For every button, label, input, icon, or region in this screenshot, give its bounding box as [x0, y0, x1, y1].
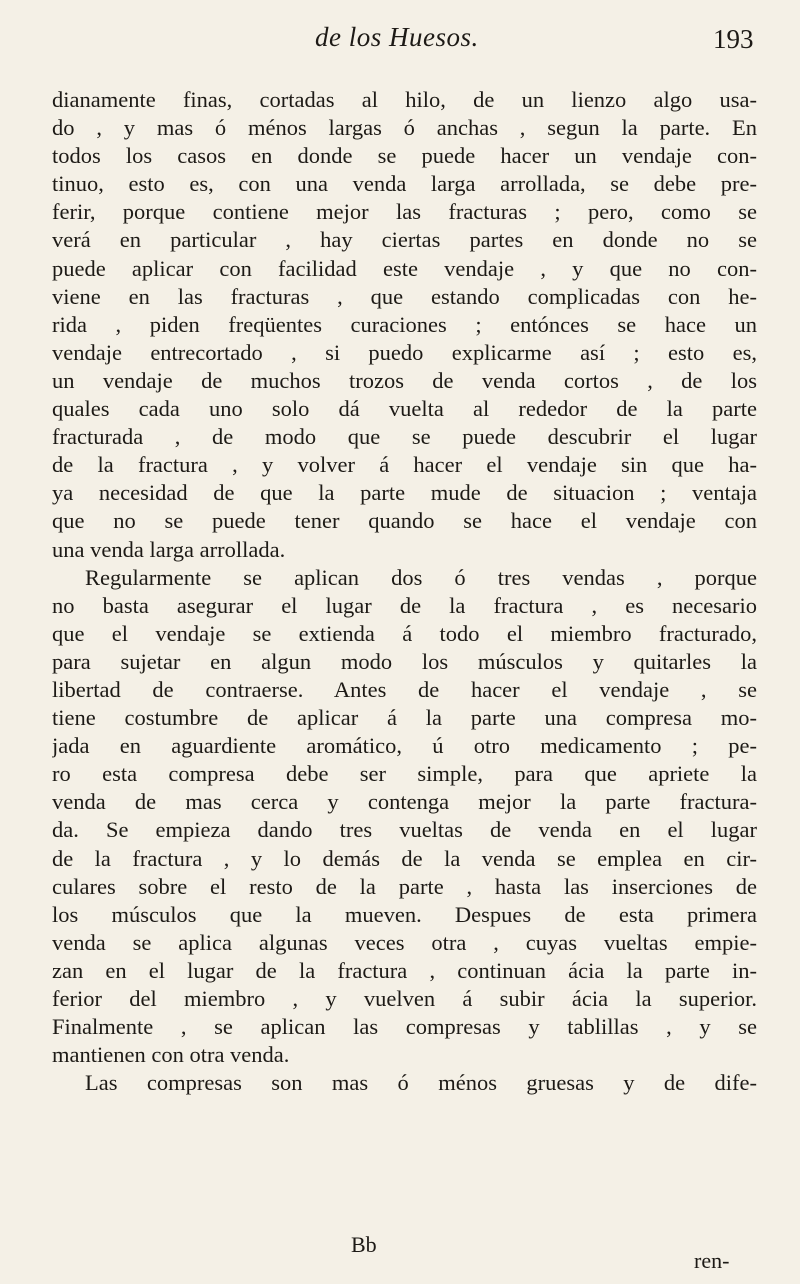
- text-line: vendaje entrecortado , si puedo explicarme así ; esto es,: [52, 339, 757, 365]
- text-line: una venda larga arrollada.: [52, 536, 286, 562]
- text-line: Finalmente , se aplican las compresas y tablillas , y se: [52, 1014, 757, 1040]
- text-line: ferior del miembro , y vuelven á subir ácia la superior.: [52, 986, 757, 1011]
- page-number: 193: [713, 24, 754, 54]
- text-line: da. Se empieza dando tres vueltas de venda en el lugar: [52, 817, 757, 843]
- text-line: los músculos que la mueven. Despues de esta primera: [52, 901, 757, 927]
- text-line: zan en el lugar de la fractura , continuan ácia la parte in-: [52, 957, 757, 983]
- text-line: venda de mas cerca y contenga mejor la parte fractura-: [52, 789, 757, 815]
- text-line: ro esta compresa debe ser simple, para que apriete la: [52, 761, 757, 787]
- running-title: de los Huesos.: [315, 22, 479, 52]
- text-line: que no se puede tener quando se hace el vendaje con: [52, 508, 757, 534]
- text-line: libertad de contraerse. Antes de hacer el vendaje , se: [52, 676, 757, 702]
- text-line: no basta asegurar el lugar de la fractura , es necesario: [52, 592, 757, 618]
- text-line: puede aplicar con facilidad este vendaje , y que no con-: [52, 255, 757, 281]
- text-line: un vendaje de muchos trozos de venda cortos , de los: [52, 367, 757, 393]
- text-line: culares sobre el resto de la parte , hasta las inserciones de: [52, 873, 757, 899]
- catchword: ren-: [694, 1248, 730, 1273]
- text-line: rida , piden freqüentes curaciones ; entónces se hace un: [52, 311, 757, 337]
- printer-signature: Bb: [351, 1232, 377, 1257]
- text-line: que el vendaje se extienda á todo el miembro fracturado,: [52, 620, 757, 646]
- text-line: todos los casos en donde se puede hacer un vendaje con-: [52, 143, 757, 169]
- text-line: Las compresas son mas ó ménos gruesas y de dife-: [85, 1070, 757, 1096]
- text-line: venda se aplica algunas veces otra , cuyas vueltas empie-: [52, 929, 757, 955]
- text-line: tinuo, esto es, con una venda larga arrollada, se debe pre-: [52, 171, 757, 197]
- text-line: para sujetar en algun modo los músculos y quitarles la: [52, 648, 757, 674]
- text-line: quales cada uno solo dá vuelta al rededor de la parte: [52, 396, 757, 422]
- text-line: jada en aguardiente aromático, ú otro medicamento ; pe-: [52, 733, 757, 759]
- text-line: mantienen con otra venda.: [52, 1042, 290, 1068]
- page-footer: [0, 1232, 800, 1272]
- text-line: dianamente finas, cortadas al hilo, de un lienzo algo usa-: [52, 87, 757, 112]
- text-line: tiene costumbre de aplicar á la parte una compresa mo-: [52, 705, 757, 731]
- text-line: Regularmente se aplican dos ó tres vendas , porque: [85, 564, 757, 590]
- text-line: viene en las fracturas , que estando complicadas con he-: [52, 283, 757, 309]
- text-line: fracturada , de modo que se puede descubrir el lugar: [52, 424, 757, 450]
- text-line: de la fractura , y volver á hacer el vendaje sin que ha-: [52, 452, 757, 478]
- text-line: de la fractura , y lo demás de la venda se emplea en cir-: [52, 845, 757, 871]
- body-text: [52, 86, 757, 1097]
- running-head: [0, 22, 800, 62]
- text-line: ferir, porque contiene mejor las fracturas ; pero, como se: [52, 199, 757, 225]
- text-line: verá en particular , hay ciertas partes en donde no se: [52, 227, 757, 253]
- text-line: ya necesidad de que la parte mude de situacion ; ventaja: [52, 480, 757, 506]
- text-line: do , y mas ó ménos largas ó anchas , segun la parte. En: [52, 115, 757, 141]
